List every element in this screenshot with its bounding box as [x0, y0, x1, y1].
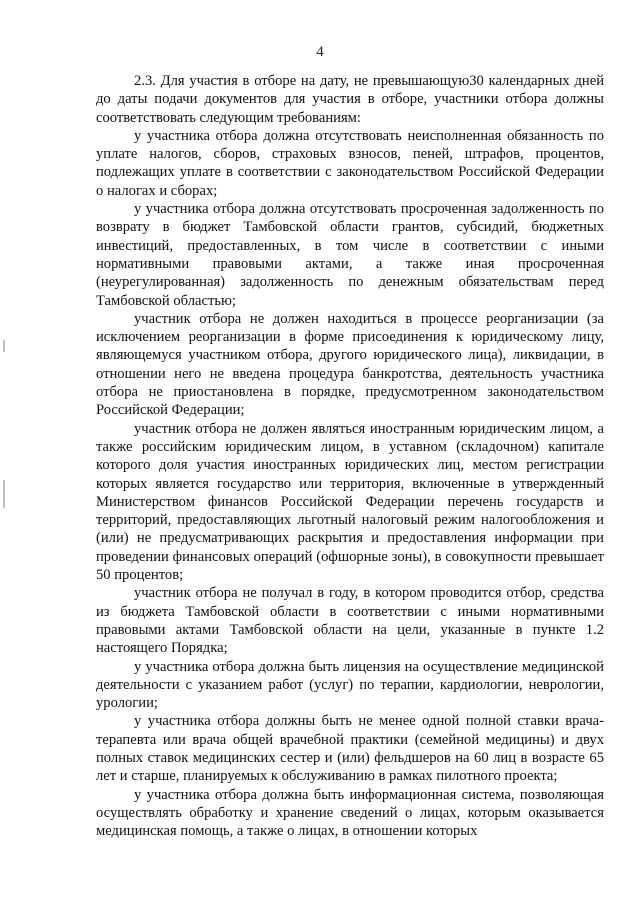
page-number: 4 — [316, 44, 324, 60]
paragraph-no-tax-debt: у участника отбора должна отсутствовать неисполненная обязанность по уплате налогов, сборов, страховых взносов, пеней, штрафов, процентов, подлежащих уплате в соответствии с законодательством Российской Федерации о налогах и сборах; — [96, 127, 604, 199]
paragraph-2-3-intro: 2.3. Для участия в отборе на дату, не превышающую30 календарных дней до даты подачи документов для участия в отборе, участники отбора должны соответствовать следующим требованиям: — [96, 73, 604, 126]
paragraph-staffing: у участника отбора должны быть не менее одной полной ставки врача-терапевта или врача общей врачебной практики (семейной медицины) и двух полных ставок медицинских сестер и (или) фельдшеров на 60 лиц в возрасте 65 лет и старше, планируемых к обслуживанию в рамках пилотного проекта; — [96, 713, 604, 785]
paragraph-medical-license: у участника отбора должна быть лицензия на осуществление медицинской деятельности с указанием работ (услуг) по терапии, кардиологии, неврологии, урологии; — [96, 658, 604, 712]
paragraph-information-system: у участника отбора должна быть информационная система, позволяющая осуществлять обработку и хранение сведений о лицах, которым оказывается медицинская помощь, а также о лицах, в отношении которых — [96, 786, 604, 840]
scan-margin-mark — [3, 340, 5, 352]
paragraph-no-prior-funding: участник отбора не получал в году, в котором проводится отбор, средства из бюджета Тамбовской области в соответствии с иными нормативными правовыми актами Тамбовской области на цели, указанные в пункте 1.2 настоящего Порядка; — [96, 585, 604, 657]
paragraph-no-overdue-debt: у участника отбора должна отсутствовать просроченная задолженность по возврату в бюджет Тамбовской области грантов, субсидий, бюджетных инвестиций, предоставленных, в том числе в соответствии с иными нормативными правовыми актами, а также иная просроченная (неурегулированная) задолженность по денежным обязательствам перед Тамбовской областью; — [96, 201, 604, 309]
scan-margin-mark — [3, 480, 5, 508]
paragraph-not-foreign-entity: участник отбора не должен являться иностранным юридическим лицом, а также российским юридическим лицом, в уставном (складочном) капитале которого доля участия иностранных юридических лиц, местом регистрации которых является государство или территория, включенные в утвержденный Министерством финансов Российской Федерации перечень государств и территорий, предоставляющих льготный налоговый режим налогообложения и (или) не предусматривающих раскрытия и предоставления информации при проведении финансовых операций (офшорные зоны), в совокупности превышает 50 процентов; — [96, 420, 604, 584]
paragraph-no-reorganization: участник отбора не должен находиться в процессе реорганизации (за исключением реорганизации в форме присоединения к юридическому лицу, являющемуся участником отбора, другого юридического лица), ликвидации, в отношении него не введена процедура банкротства, деятельность участника отбора не приостановлена в порядке, предусмотренном законодательством Российской Федерации; — [96, 310, 604, 419]
document-body — [96, 72, 604, 840]
